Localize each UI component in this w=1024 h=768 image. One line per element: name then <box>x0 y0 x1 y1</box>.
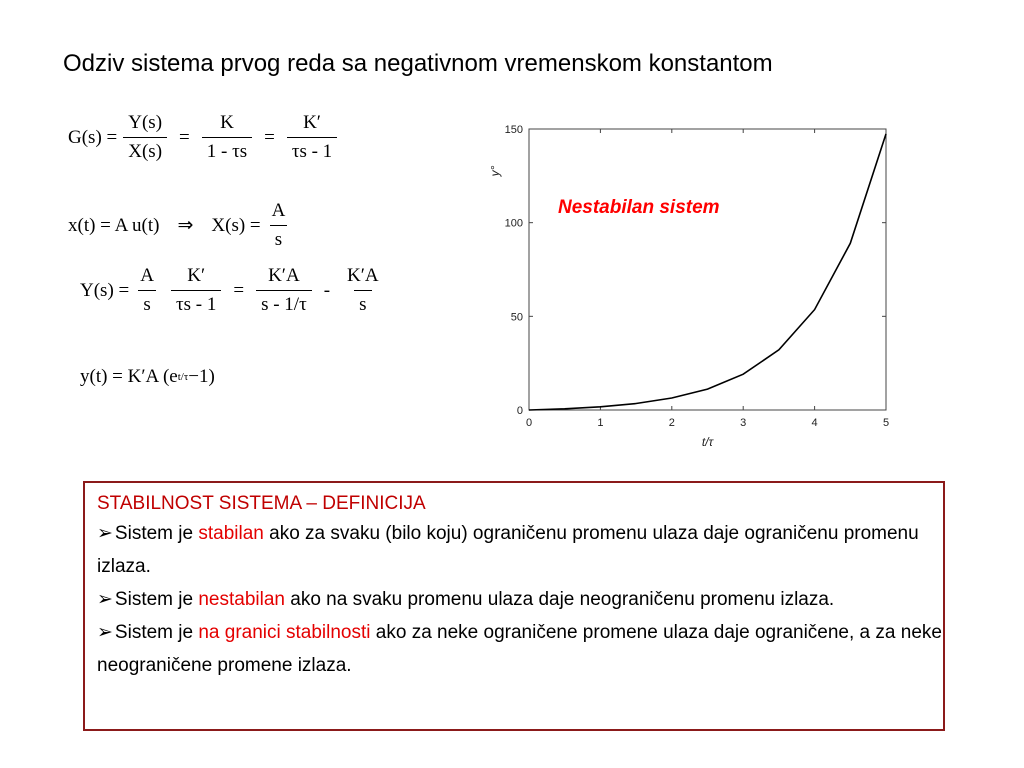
eq2-f-num: A <box>271 200 286 221</box>
definition-item-marginal <box>97 616 943 682</box>
arrow-bullet-icon: ➢ <box>97 622 113 643</box>
response-chart-svg <box>480 110 900 450</box>
x-axis-label: t/τ <box>701 435 714 449</box>
y-tick-label: 0 <box>516 405 523 417</box>
eq1-fraction-1 <box>123 112 167 163</box>
y-tick-label: 100 <box>504 217 523 230</box>
eq3-fraction-2 <box>171 265 221 316</box>
transfer-function-equation <box>68 112 343 163</box>
x-tick-label: 0 <box>525 417 533 429</box>
eq1-fraction-2 <box>202 112 252 163</box>
eq1-f2-den: 1 - τs <box>202 137 252 163</box>
item-term: nestabilan <box>198 589 285 610</box>
input-signal-equation <box>68 200 296 251</box>
item-term: na granici stabilnosti <box>198 622 371 643</box>
item-post: ako za neke ograničene promene ulaza daje ograničene, a za neke neograničene promene izlaza. <box>97 622 942 676</box>
response-chart <box>480 110 900 450</box>
eq1-equals-1: = <box>179 126 190 148</box>
arrow-bullet-icon: ➢ <box>97 589 113 610</box>
item-term: stabilan <box>198 523 264 544</box>
eq4-base: e <box>169 366 178 387</box>
eq2-f-den: s <box>270 225 287 251</box>
time-response-equation <box>80 366 215 388</box>
eq1-equals-2: = <box>264 126 275 148</box>
plot-frame <box>529 129 886 410</box>
x-tick-label: 3 <box>740 417 747 429</box>
eq1-fraction-3 <box>287 112 337 163</box>
item-post: ako na svaku promenu ulaza daje neograničenu promenu izlaza. <box>284 589 835 610</box>
eq3-f3-den: s - 1/τ <box>256 290 312 316</box>
item-pre: Sistem je <box>114 622 199 643</box>
eq4-tail: −1) <box>188 366 215 387</box>
eq3-fraction-1 <box>135 265 159 316</box>
eq2-lhs: x(t) = A u(t) <box>68 214 160 236</box>
eq1-f3-num: K′ <box>303 112 321 133</box>
eq1-lhs: G(s) = <box>68 126 118 148</box>
eq4-lhs: y(t) = K′A ( <box>80 366 170 387</box>
eq3-f4-den: s <box>354 290 371 316</box>
item-pre: Sistem je <box>114 589 199 610</box>
eq2-fraction <box>267 200 291 251</box>
eq3-f2-den: τs - 1 <box>171 290 221 316</box>
eq2-mid: X(s) = <box>211 214 261 236</box>
y-axis-label: y° <box>488 165 502 177</box>
eq3-f1-num: A <box>140 265 154 286</box>
definition-item-stable <box>97 517 943 583</box>
slide-title: Odziv sistema prvog reda sa negativnom vremenskom konstantom <box>63 50 773 77</box>
implies-arrow: ⇒ <box>177 215 194 236</box>
x-tick-label: 1 <box>597 417 604 429</box>
x-tick-label: 2 <box>668 417 675 429</box>
eq3-f1-den: s <box>138 290 155 316</box>
eq1-f1-num: Y(s) <box>128 112 163 133</box>
item-post: ako za svaku (bilo koju) ograničenu promenu ulaza daje ograničenu promenu izlaza. <box>97 523 919 577</box>
eq3-fraction-3 <box>256 265 312 316</box>
eq3-f4-num: K′A <box>347 265 379 286</box>
eq4-exponent: t/τ <box>177 371 189 383</box>
y-tick-label: 150 <box>504 124 523 136</box>
eq1-f1-den: X(s) <box>123 137 167 163</box>
x-tick-label: 5 <box>882 417 890 429</box>
eq3-fraction-4 <box>342 265 384 316</box>
output-laplace-equation <box>80 265 390 316</box>
eq3-f3-num: K′A <box>268 265 300 286</box>
arrow-bullet-icon: ➢ <box>97 523 113 544</box>
x-tick-label: 4 <box>811 417 818 429</box>
eq3-f2-num: K′ <box>187 265 206 286</box>
definition-heading: STABILNOST SISTEMA – DEFINICIJA <box>97 493 426 514</box>
response-curve <box>529 134 886 410</box>
definition-item-unstable <box>97 583 943 616</box>
eq3-minus: - <box>323 279 331 301</box>
definition-box <box>83 481 945 731</box>
eq1-f3-den: τs - 1 <box>287 137 337 163</box>
item-pre: Sistem je <box>114 523 199 544</box>
eq3-lhs: Y(s) = <box>80 279 130 301</box>
eq1-f2-num: K <box>220 112 234 133</box>
unstable-system-annotation: Nestabilan sistem <box>558 197 720 218</box>
eq3-equals: = <box>233 279 245 301</box>
y-tick-label: 50 <box>510 311 523 324</box>
